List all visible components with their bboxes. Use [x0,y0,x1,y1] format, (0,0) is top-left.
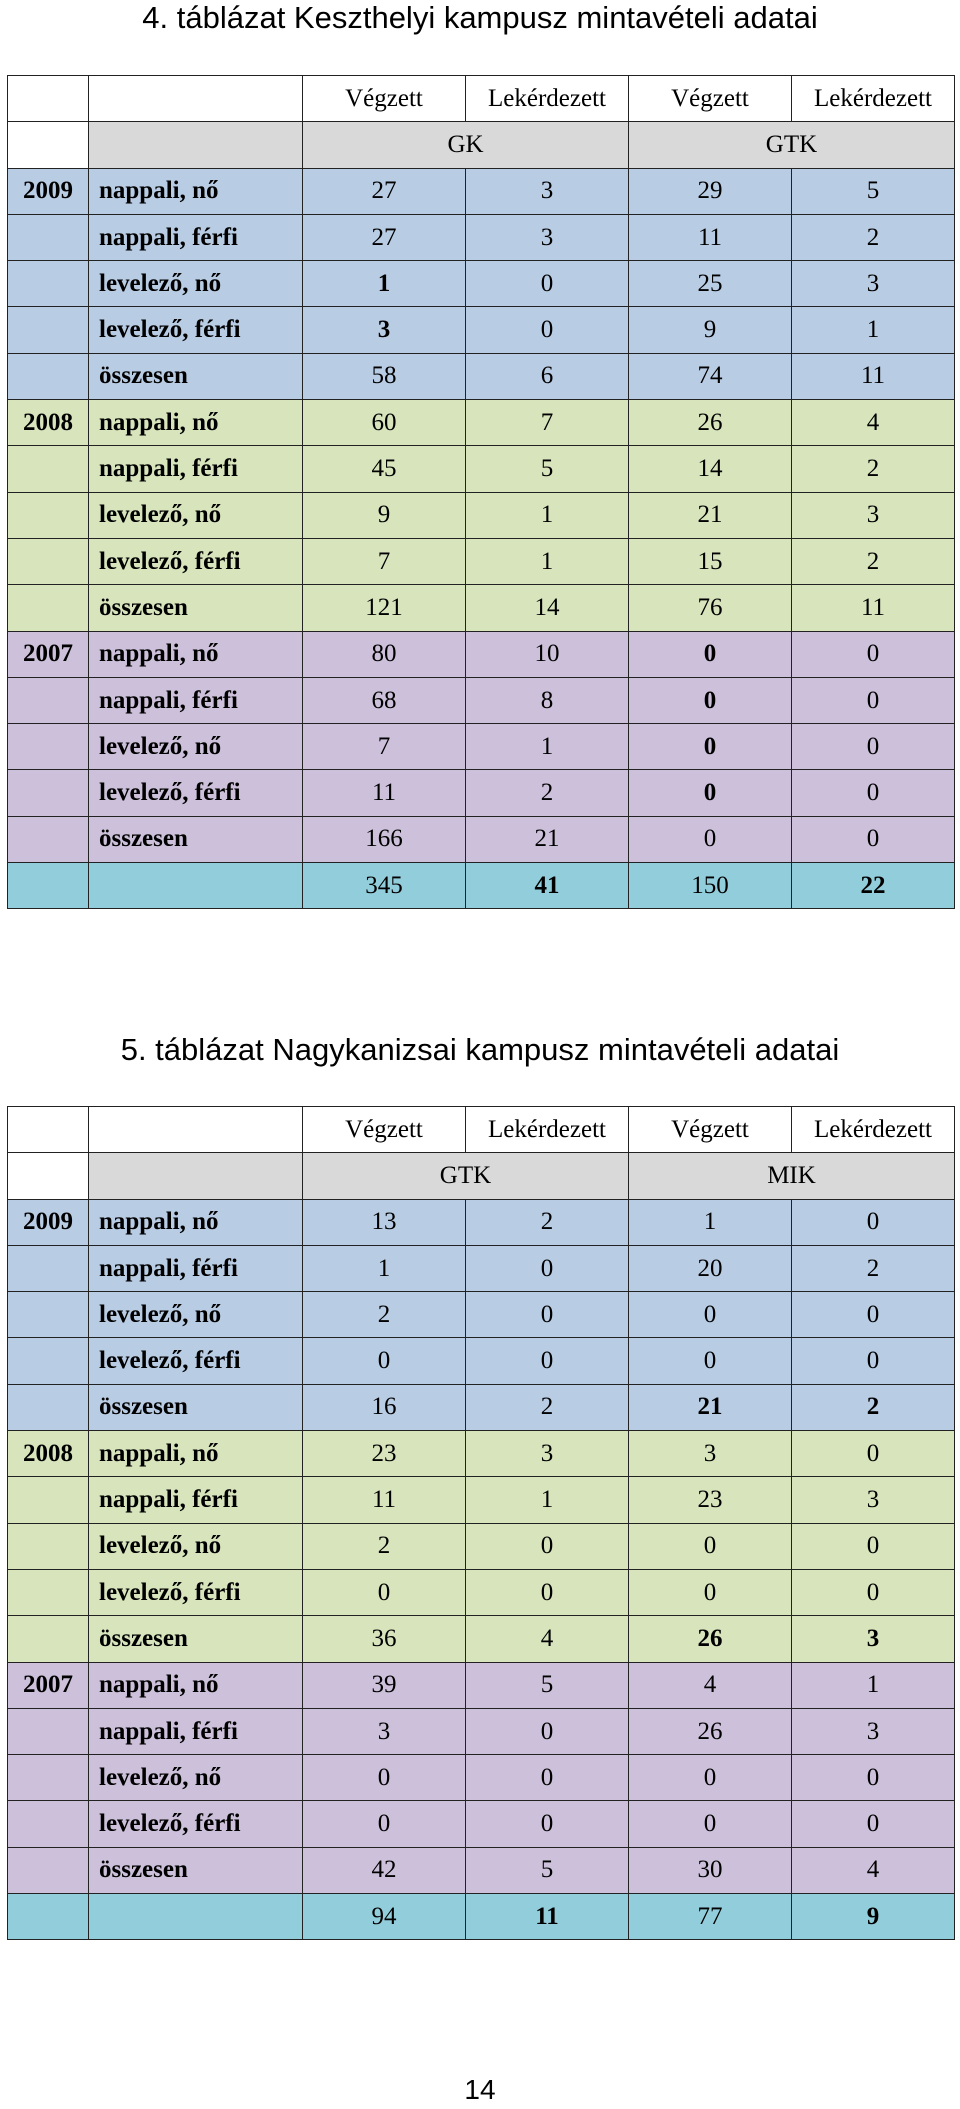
value-cell: 0 [629,1338,792,1384]
year-cell [8,1755,89,1801]
page-number: 14 [464,2074,496,2105]
row-label: nappali, férfi [89,677,303,723]
table-row [8,538,955,584]
year-cell [8,1245,89,1291]
value-cell: 0 [792,677,955,723]
row-label: levelező, férfi [89,1801,303,1847]
table-row [8,1292,955,1338]
row-label: levelező, férfi [89,1569,303,1615]
totals-blank-cell [8,863,89,909]
value-cell: 68 [303,677,466,723]
table-row [8,677,955,723]
value-cell: 8 [466,677,629,723]
row-label: levelező, nő [89,1755,303,1801]
value-cell: 26 [629,400,792,446]
value-cell: 2 [792,538,955,584]
table-row [8,1662,955,1708]
value-cell: 0 [629,631,792,677]
value-cell: 0 [792,1569,955,1615]
value-cell: 0 [792,631,955,677]
value-cell: 4 [629,1662,792,1708]
row-label: levelező, férfi [89,538,303,584]
value-cell: 3 [303,307,466,353]
table-row [8,816,955,862]
totals-blank-cell [89,863,303,909]
value-cell: 3 [466,1431,629,1477]
table-row [8,446,955,492]
value-cell: 0 [466,1755,629,1801]
table-row [8,353,955,399]
row-label: levelező, férfi [89,770,303,816]
year-cell [8,353,89,399]
total-value-cell: 77 [629,1894,792,1940]
value-cell: 5 [466,1662,629,1708]
year-cell: 2007 [8,1662,89,1708]
value-cell: 7 [466,400,629,446]
value-cell: 0 [466,261,629,307]
value-cell: 5 [466,446,629,492]
value-cell: 21 [629,492,792,538]
column-header: Lekérdezett [792,1107,955,1153]
table-row [8,307,955,353]
year-cell [8,724,89,770]
table-row [8,1338,955,1384]
value-cell: 0 [303,1755,466,1801]
value-cell: 3 [466,214,629,260]
year-cell [8,1477,89,1523]
table-row [8,770,955,816]
value-cell: 4 [792,1847,955,1893]
value-cell: 4 [466,1616,629,1662]
year-cell [8,770,89,816]
value-cell: 3 [792,1616,955,1662]
year-cell [8,585,89,631]
value-cell: 0 [629,1523,792,1569]
value-cell: 2 [303,1523,466,1569]
column-header: Végzett [629,76,792,122]
table-nagykanizsa [7,1106,955,1940]
value-cell: 0 [792,724,955,770]
value-cell: 0 [629,724,792,770]
value-cell: 3 [303,1708,466,1754]
row-label: nappali, férfi [89,1708,303,1754]
value-cell: 4 [792,400,955,446]
totals-row [8,1894,955,1940]
table-row [8,1847,955,1893]
value-cell: 23 [303,1431,466,1477]
value-cell: 2 [466,770,629,816]
row-label: nappali, nő [89,1199,303,1245]
value-cell: 1 [466,724,629,770]
value-cell: 76 [629,585,792,631]
value-cell: 0 [466,1338,629,1384]
value-cell: 0 [629,1292,792,1338]
value-cell: 39 [303,1662,466,1708]
row-label: nappali, férfi [89,446,303,492]
year-cell [8,1384,89,1430]
value-cell: 0 [629,1569,792,1615]
table-row [8,1755,955,1801]
value-cell: 10 [466,631,629,677]
group-blank-cell [8,122,89,168]
value-cell: 0 [629,816,792,862]
value-cell: 2 [792,1245,955,1291]
value-cell: 29 [629,168,792,214]
value-cell: 0 [303,1801,466,1847]
value-cell: 5 [792,168,955,214]
value-cell: 0 [629,677,792,723]
year-cell: 2008 [8,1431,89,1477]
group-header-row [8,122,955,168]
table-row [8,400,955,446]
row-label: nappali, férfi [89,214,303,260]
value-cell: 0 [303,1338,466,1384]
value-cell: 0 [792,1523,955,1569]
value-cell: 23 [629,1477,792,1523]
value-cell: 0 [792,1801,955,1847]
year-cell: 2009 [8,1199,89,1245]
value-cell: 60 [303,400,466,446]
year-cell [8,816,89,862]
header-blank-cell [89,76,303,122]
total-value-cell: 150 [629,863,792,909]
value-cell: 0 [792,1292,955,1338]
value-cell: 0 [792,1431,955,1477]
row-label: levelező, férfi [89,307,303,353]
row-label: összesen [89,1384,303,1430]
table-row [8,1245,955,1291]
value-cell: 20 [629,1245,792,1291]
year-cell: 2007 [8,631,89,677]
column-header-row [8,76,955,122]
row-label: nappali, nő [89,631,303,677]
year-cell [8,538,89,584]
table-keszthely [7,75,955,909]
group-blank-cell [8,1153,89,1199]
row-label: összesen [89,353,303,399]
value-cell: 11 [303,770,466,816]
year-cell [8,261,89,307]
row-label: levelező, férfi [89,1338,303,1384]
table-row [8,1569,955,1615]
table-row [8,1708,955,1754]
value-cell: 16 [303,1384,466,1430]
value-cell: 3 [792,1708,955,1754]
value-cell: 6 [466,353,629,399]
value-cell: 2 [792,214,955,260]
header-blank-cell [89,1107,303,1153]
table-row [8,1384,955,1430]
row-label: összesen [89,585,303,631]
value-cell: 80 [303,631,466,677]
value-cell: 11 [792,585,955,631]
value-cell: 3 [792,261,955,307]
table-row [8,261,955,307]
total-value-cell: 94 [303,1894,466,1940]
column-header: Végzett [303,1107,466,1153]
year-cell [8,492,89,538]
year-cell: 2008 [8,400,89,446]
row-label: levelező, nő [89,1292,303,1338]
value-cell: 74 [629,353,792,399]
group-header: GK [303,122,629,168]
value-cell: 3 [792,1477,955,1523]
row-label: összesen [89,1616,303,1662]
value-cell: 11 [303,1477,466,1523]
value-cell: 9 [303,492,466,538]
value-cell: 42 [303,1847,466,1893]
year-cell [8,1292,89,1338]
value-cell: 0 [466,1708,629,1754]
column-header: Végzett [629,1107,792,1153]
value-cell: 11 [629,214,792,260]
value-cell: 0 [629,1755,792,1801]
value-cell: 1 [466,1477,629,1523]
row-label: levelező, nő [89,261,303,307]
year-cell [8,446,89,492]
table-row [8,1199,955,1245]
header-blank-cell [8,76,89,122]
table-row [8,214,955,260]
value-cell: 0 [629,770,792,816]
value-cell: 0 [792,1755,955,1801]
value-cell: 58 [303,353,466,399]
year-cell [8,1616,89,1662]
total-value-cell: 22 [792,863,955,909]
value-cell: 0 [792,1199,955,1245]
totals-blank-cell [89,1894,303,1940]
row-label: nappali, nő [89,1662,303,1708]
table-row [8,631,955,677]
year-cell [8,1338,89,1384]
value-cell: 7 [303,538,466,584]
value-cell: 0 [792,816,955,862]
year-cell [8,677,89,723]
value-cell: 1 [466,538,629,584]
table-row [8,1523,955,1569]
value-cell: 14 [466,585,629,631]
value-cell: 2 [466,1384,629,1430]
table-5-caption: 5. táblázat Nagykanizsai kampusz mintavételi adatai [120,1032,840,1067]
value-cell: 0 [466,307,629,353]
value-cell: 3 [792,492,955,538]
column-header: Lekérdezett [792,76,955,122]
value-cell: 13 [303,1199,466,1245]
value-cell: 7 [303,724,466,770]
row-label: nappali, nő [89,1431,303,1477]
value-cell: 26 [629,1708,792,1754]
value-cell: 21 [629,1384,792,1430]
table-row [8,1801,955,1847]
group-header: GTK [629,122,955,168]
value-cell: 2 [792,446,955,492]
value-cell: 15 [629,538,792,584]
value-cell: 0 [466,1292,629,1338]
row-label: összesen [89,816,303,862]
value-cell: 0 [466,1523,629,1569]
group-blank-cell [89,1153,303,1199]
value-cell: 0 [792,1338,955,1384]
year-cell [8,1708,89,1754]
value-cell: 2 [303,1292,466,1338]
value-cell: 27 [303,214,466,260]
value-cell: 45 [303,446,466,492]
value-cell: 1 [303,261,466,307]
value-cell: 1 [303,1245,466,1291]
totals-row [8,863,955,909]
year-cell [8,1801,89,1847]
value-cell: 30 [629,1847,792,1893]
value-cell: 14 [629,446,792,492]
row-label: összesen [89,1847,303,1893]
column-header-row [8,1107,955,1153]
table-4-caption: 4. táblázat Keszthelyi kampusz mintavételi adatai [142,0,818,35]
total-value-cell: 345 [303,863,466,909]
column-header: Végzett [303,76,466,122]
value-cell: 0 [792,770,955,816]
value-cell: 9 [629,307,792,353]
row-label: nappali, nő [89,168,303,214]
value-cell: 21 [466,816,629,862]
value-cell: 3 [629,1431,792,1477]
year-cell [8,1847,89,1893]
value-cell: 11 [792,353,955,399]
table-row [8,585,955,631]
value-cell: 1 [792,307,955,353]
total-value-cell: 11 [466,1894,629,1940]
value-cell: 27 [303,168,466,214]
value-cell: 5 [466,1847,629,1893]
year-cell [8,1523,89,1569]
value-cell: 0 [303,1569,466,1615]
table-row [8,1616,955,1662]
year-cell [8,307,89,353]
table-row [8,492,955,538]
year-cell [8,214,89,260]
value-cell: 2 [792,1384,955,1430]
value-cell: 0 [466,1801,629,1847]
total-value-cell: 9 [792,1894,955,1940]
column-header: Lekérdezett [466,1107,629,1153]
row-label: levelező, nő [89,492,303,538]
total-value-cell: 41 [466,863,629,909]
value-cell: 26 [629,1616,792,1662]
column-header: Lekérdezett [466,76,629,122]
row-label: nappali, nő [89,400,303,446]
totals-blank-cell [8,1894,89,1940]
table-row [8,724,955,770]
group-header-row [8,1153,955,1199]
row-label: levelező, nő [89,1523,303,1569]
row-label: nappali, férfi [89,1245,303,1291]
value-cell: 25 [629,261,792,307]
value-cell: 0 [629,1801,792,1847]
group-header: MIK [629,1153,955,1199]
value-cell: 1 [629,1199,792,1245]
value-cell: 1 [466,492,629,538]
value-cell: 0 [466,1569,629,1615]
year-cell [8,1569,89,1615]
table-row [8,1431,955,1477]
value-cell: 121 [303,585,466,631]
value-cell: 1 [792,1662,955,1708]
row-label: levelező, nő [89,724,303,770]
value-cell: 2 [466,1199,629,1245]
table-row [8,168,955,214]
year-cell: 2009 [8,168,89,214]
value-cell: 0 [466,1245,629,1291]
value-cell: 166 [303,816,466,862]
row-label: nappali, férfi [89,1477,303,1523]
value-cell: 36 [303,1616,466,1662]
group-header: GTK [303,1153,629,1199]
table-row [8,1477,955,1523]
value-cell: 3 [466,168,629,214]
header-blank-cell [8,1107,89,1153]
group-blank-cell [89,122,303,168]
